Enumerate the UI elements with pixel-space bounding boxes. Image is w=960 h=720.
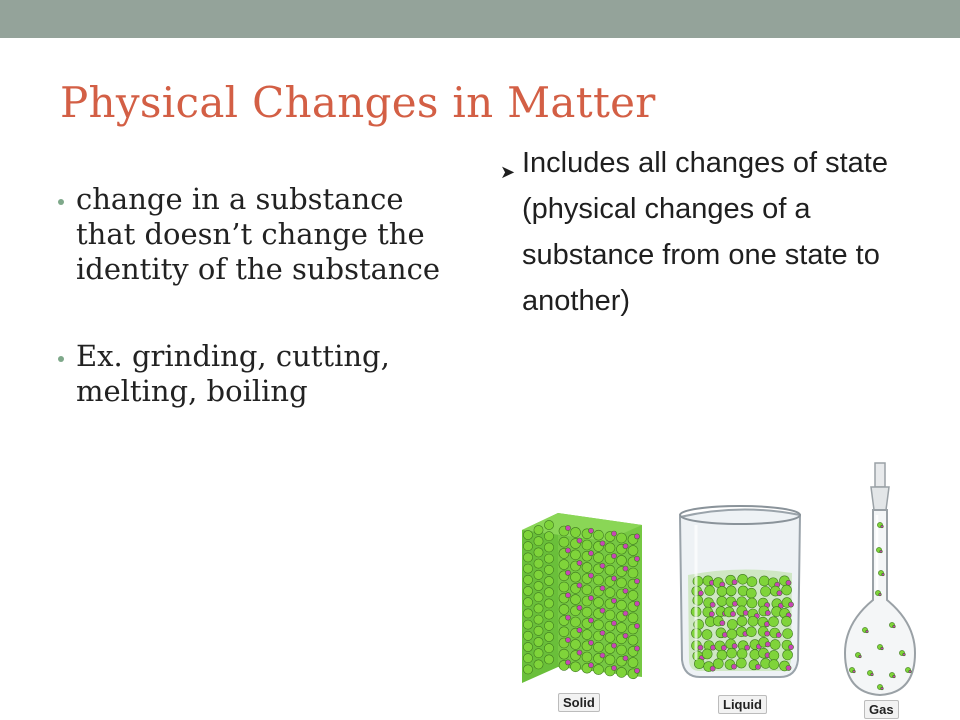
bullet-list: [58, 182, 458, 409]
solid-atom: [534, 559, 543, 568]
solid-atom-h: [588, 663, 593, 668]
solid-atom: [628, 590, 638, 600]
gas-atom-h: [866, 630, 869, 633]
solid-atom-h: [611, 576, 616, 581]
solid-atom: [617, 667, 627, 677]
solid-atom: [544, 543, 553, 552]
liquid-atom-h: [777, 591, 782, 596]
arrow-bullet-icon: ➤: [500, 162, 516, 182]
solid-atom: [544, 599, 553, 608]
solid-atom: [559, 537, 569, 547]
liquid-atom: [769, 660, 779, 670]
solid-atom-h: [577, 583, 582, 588]
solid-atom: [594, 642, 604, 652]
liquid-atom: [693, 576, 703, 586]
liquid-atom: [705, 586, 715, 596]
liquid-atom: [769, 617, 779, 627]
solid-atom: [594, 620, 604, 630]
solid-atom: [544, 554, 553, 563]
solid-atom: [582, 630, 592, 640]
solid-atom: [559, 604, 569, 614]
solid-atom: [523, 654, 532, 663]
gas-atom-h: [881, 687, 884, 690]
solid-atom: [617, 555, 627, 565]
liquid-atom-h: [721, 645, 726, 650]
solid-atom-h: [588, 528, 593, 533]
bullet-examples: [58, 339, 458, 409]
states-of-matter-illustration: [500, 455, 960, 720]
solid-atom: [594, 553, 604, 563]
solid-atom: [582, 562, 592, 572]
gas-atom-h: [871, 673, 874, 676]
solid-atom-h: [634, 556, 639, 561]
top-accent-bar: [0, 0, 960, 38]
solid-atom: [534, 660, 543, 669]
solid-atom: [571, 595, 581, 605]
solid-atom-h: [588, 551, 593, 556]
solid-atom: [571, 572, 581, 582]
gas-atom-h: [903, 653, 906, 656]
gas-atom-h: [893, 625, 896, 628]
solid-atom: [628, 635, 638, 645]
solid-cube: [522, 513, 642, 683]
solid-atom-h: [611, 643, 616, 648]
solid-atom-h: [611, 531, 616, 536]
solid-atom-h: [623, 633, 628, 638]
gas-atom-h: [882, 573, 885, 576]
liquid-atom: [726, 586, 736, 596]
solid-atom: [534, 570, 543, 579]
liquid-beaker: [680, 506, 800, 677]
solid-atom: [534, 581, 543, 590]
solid-atom: [544, 576, 553, 585]
gas-atom-h: [893, 675, 896, 678]
solid-atom-h: [565, 525, 570, 530]
solid-atom: [534, 525, 543, 534]
solid-atom-h: [588, 573, 593, 578]
bullet-examples-text: Ex. grinding, cutting, melting, boiling: [76, 339, 390, 408]
solid-atom-h: [634, 646, 639, 651]
solid-atom: [605, 610, 615, 620]
solid-atom-h: [600, 630, 605, 635]
solid-atom: [617, 623, 627, 633]
states-figure: [500, 455, 960, 720]
solid-atom-h: [565, 548, 570, 553]
liquid-atom: [702, 649, 712, 659]
solid-atom: [628, 613, 638, 623]
solid-atom: [571, 550, 581, 560]
solid-atom: [544, 565, 553, 574]
solid-atom-h: [623, 544, 628, 549]
solid-atom-h: [577, 650, 582, 655]
solid-atom-h: [634, 668, 639, 673]
solid-atom-h: [577, 538, 582, 543]
solid-atom: [571, 617, 581, 627]
solid-atom: [617, 533, 627, 543]
liquid-atom-h: [786, 580, 791, 585]
states-note-text: Includes all changes of state (physical changes of a substance from one state to another): [522, 147, 888, 317]
solid-atom: [605, 565, 615, 575]
solid-atom: [523, 530, 532, 539]
liquid-atom-h: [745, 645, 750, 650]
solid-atom: [523, 542, 532, 551]
solid-atom: [523, 631, 532, 640]
solid-atom: [523, 620, 532, 629]
liquid-atom-h: [698, 645, 703, 650]
solid-atom: [594, 530, 604, 540]
gas-atom-h: [859, 655, 862, 658]
solid-atom: [534, 537, 543, 546]
solid-atom-h: [600, 608, 605, 613]
solid-atom: [617, 600, 627, 610]
solid-atom-h: [623, 611, 628, 616]
solid-atom: [523, 564, 532, 573]
liquid-atom: [746, 627, 756, 637]
solid-atom-h: [634, 601, 639, 606]
solid-atom: [605, 543, 615, 553]
solid-atom: [534, 649, 543, 658]
solid-atom: [628, 568, 638, 578]
solid-atom-h: [623, 566, 628, 571]
liquid-atom: [769, 650, 779, 660]
solid-atom: [534, 593, 543, 602]
liquid-atom-h: [776, 632, 781, 637]
liquid-atom-h: [765, 610, 770, 615]
solid-atom: [544, 644, 553, 653]
gas-atom-h: [880, 550, 883, 553]
liquid-atom-h: [709, 611, 714, 616]
liquid-atom: [781, 616, 791, 626]
solid-atom: [534, 626, 543, 635]
solid-atom: [594, 665, 604, 675]
liquid-atom-h: [730, 611, 735, 616]
solid-atom: [523, 598, 532, 607]
liquid-atom-h: [755, 664, 760, 669]
solid-atom: [534, 615, 543, 624]
liquid-atom-h: [732, 580, 737, 585]
solid-atom: [582, 652, 592, 662]
liquid-atom: [727, 629, 737, 639]
liquid-atom: [737, 616, 747, 626]
solid-atom-h: [600, 653, 605, 658]
solid-atom: [523, 642, 532, 651]
liquid-atom-h: [720, 620, 725, 625]
solid-atom-h: [611, 553, 616, 558]
solid-atom-h: [565, 570, 570, 575]
gas-atom-h: [909, 670, 912, 673]
solid-atom-h: [611, 621, 616, 626]
liquid-atom: [782, 585, 792, 595]
solid-atom-h: [634, 534, 639, 539]
gas-label: Gas: [864, 700, 899, 719]
solid-atom-h: [588, 595, 593, 600]
solid-atom-h: [600, 563, 605, 568]
solid-atom-h: [588, 640, 593, 645]
solid-atom-h: [623, 656, 628, 661]
solid-atom: [544, 621, 553, 630]
liquid-atom: [770, 640, 780, 650]
solid-atom-h: [565, 660, 570, 665]
solid-atom: [628, 658, 638, 668]
solid-atom-h: [577, 605, 582, 610]
solid-atom: [523, 575, 532, 584]
liquid-atom: [727, 619, 737, 629]
solid-atom: [559, 582, 569, 592]
liquid-atom-h: [788, 645, 793, 650]
solid-atom-h: [611, 665, 616, 670]
solid-atom: [571, 639, 581, 649]
solid-atom-h: [577, 560, 582, 565]
solid-atom-h: [634, 623, 639, 628]
solid-atom: [559, 560, 569, 570]
liquid-atom: [736, 658, 746, 668]
solid-atom: [582, 540, 592, 550]
solid-atom-h: [600, 586, 605, 591]
liquid-atom: [761, 586, 771, 596]
liquid-atom-h: [710, 602, 715, 607]
solid-atom: [534, 637, 543, 646]
liquid-atom-h: [788, 602, 793, 607]
liquid-atom: [759, 576, 769, 586]
solid-atom: [605, 588, 615, 598]
liquid-atom: [748, 616, 758, 626]
solid-atom: [544, 655, 553, 664]
solid-atom: [523, 665, 532, 674]
solid-atom: [534, 604, 543, 613]
solid-atom: [544, 532, 553, 541]
liquid-atom: [747, 577, 757, 587]
liquid-atom: [713, 659, 723, 669]
liquid-atom: [746, 588, 756, 598]
liquid-atom: [783, 629, 793, 639]
solid-atom: [523, 553, 532, 562]
states-note: [500, 140, 900, 324]
gas-atom-h: [881, 525, 884, 528]
solid-atom: [523, 586, 532, 595]
bullet-dot-icon: [58, 199, 64, 205]
liquid-atom: [750, 650, 760, 660]
solid-atom-h: [565, 593, 570, 598]
solid-atom: [617, 645, 627, 655]
liquid-atom: [738, 574, 748, 584]
solid-label: Solid: [558, 693, 600, 712]
solid-atom-h: [634, 579, 639, 584]
solid-atom: [523, 609, 532, 618]
solid-atom-h: [611, 598, 616, 603]
solid-atom-h: [565, 637, 570, 642]
liquid-atom-h: [698, 591, 703, 596]
solid-atom: [559, 649, 569, 659]
solid-atom: [582, 585, 592, 595]
liquid-atom: [727, 648, 737, 658]
liquid-atom: [747, 598, 757, 608]
liquid-label: Liquid: [718, 695, 767, 714]
liquid-atom: [717, 596, 727, 606]
liquid-atom-h: [731, 664, 736, 669]
liquid-atom: [694, 659, 704, 669]
liquid-atom: [717, 586, 727, 596]
solid-atom-h: [565, 615, 570, 620]
liquid-atoms: [691, 574, 794, 671]
liquid-atom: [737, 597, 747, 607]
solid-atom-h: [577, 628, 582, 633]
solid-atom: [571, 662, 581, 672]
solid-atom: [534, 548, 543, 557]
bullet-dot-icon: [58, 356, 64, 362]
liquid-atom: [737, 649, 747, 659]
slide-title: Physical Changes in Matter: [60, 78, 656, 127]
gas-atom-h: [881, 647, 884, 650]
bullet-definition-text: change in a substance that doesn’t change the identity of the substance: [76, 182, 441, 286]
solid-atom: [582, 607, 592, 617]
solid-atom: [571, 527, 581, 537]
solid-atom-h: [588, 618, 593, 623]
solid-atom: [559, 627, 569, 637]
solid-atom: [544, 632, 553, 641]
liquid-atom: [693, 595, 703, 605]
solid-atom: [605, 655, 615, 665]
liquid-atom: [702, 630, 712, 640]
solid-atom: [544, 588, 553, 597]
solid-atom: [544, 520, 553, 529]
liquid-atom: [783, 650, 793, 660]
gas-flask: [845, 463, 915, 695]
bullet-definition: [58, 182, 458, 287]
solid-atom: [628, 546, 638, 556]
solid-atom: [605, 632, 615, 642]
liquid-atom-h: [765, 642, 770, 647]
solid-atom: [544, 610, 553, 619]
solid-atom: [617, 578, 627, 588]
solid-atom-h: [623, 588, 628, 593]
solid-atom-h: [600, 541, 605, 546]
solid-atom: [594, 597, 604, 607]
gas-atom-h: [853, 670, 856, 673]
liquid-atom-h: [786, 665, 791, 670]
solid-atom: [594, 575, 604, 585]
liquid-atom-h: [765, 631, 770, 636]
gas-atom-h: [879, 593, 882, 596]
liquid-atom-h: [732, 643, 737, 648]
